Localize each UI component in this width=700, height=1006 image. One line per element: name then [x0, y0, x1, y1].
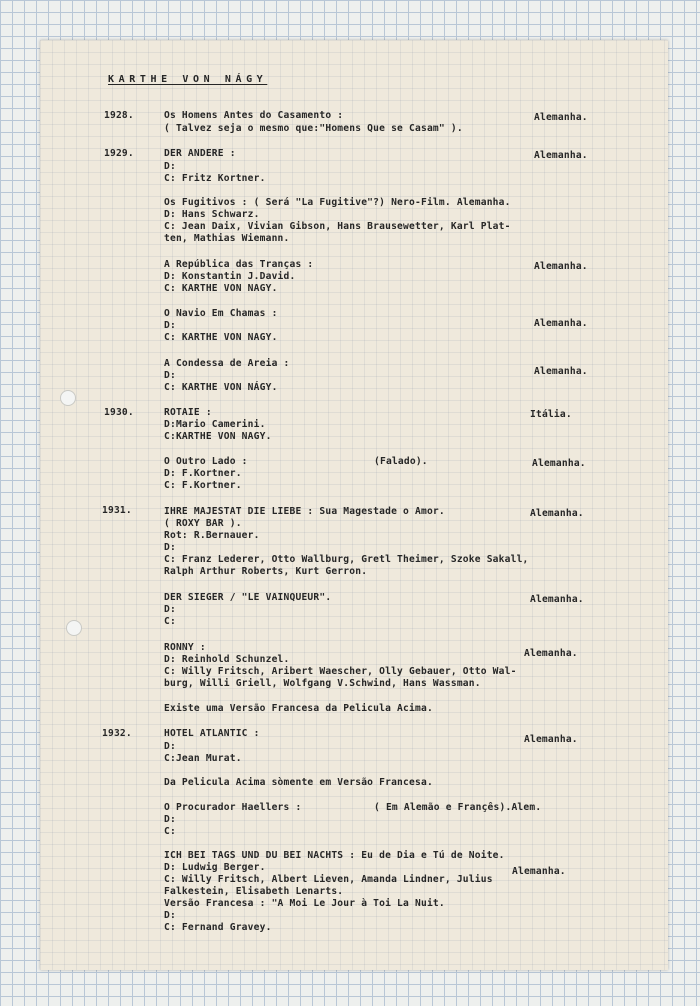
film-title: RONNY : — [164, 642, 206, 653]
film-country: Alemanha. — [524, 734, 578, 745]
film-french-version: Versão Francesa : "A Moi Le Jour à Toi La Nuit. — [164, 898, 445, 909]
film-cast: Ralph Arthur Roberts, Kurt Gerron. — [164, 566, 368, 577]
film-director: D: — [164, 814, 176, 825]
film-title: O Outro Lado : — [164, 456, 248, 467]
film-country: Alemanha. — [530, 508, 584, 519]
film-director: D: — [164, 161, 176, 172]
film-cast: C:Jean Murat. — [164, 753, 242, 764]
film-title: DER ANDERE : — [164, 148, 236, 159]
film-director: D: — [164, 910, 176, 921]
year-1932: 1932. — [102, 728, 132, 739]
film-director: D: F.Kortner. — [164, 468, 242, 479]
film-title: O Navio Em Chamas : — [164, 308, 278, 319]
film-cast: C: — [164, 616, 176, 627]
film-cast: Falkestein, Elisabeth Lenarts. — [164, 886, 344, 897]
film-country: Alemanha. — [524, 648, 578, 659]
film-cast: C: Franz Lederer, Otto Wallburg, Gretl Theimer, Szoke Sakall, — [164, 554, 529, 565]
film-director: D: Ludwig Berger. — [164, 862, 266, 873]
film-director: D: — [164, 320, 176, 331]
film-country: Alemanha. — [534, 112, 588, 123]
film-country: Alemanha. — [532, 458, 586, 469]
film-cast: C: KARTHE VON NÁGY. — [164, 382, 278, 393]
punch-hole-bottom — [66, 620, 82, 636]
film-country: Alemanha. — [512, 866, 566, 877]
document-sheet — [40, 40, 668, 970]
year-1928: 1928. — [104, 110, 134, 121]
film-title: ICH BEI TAGS UND DU BEI NACHTS : Eu de Dia e Tú de Noite. — [164, 850, 505, 861]
film-country: Alemanha. — [534, 261, 588, 272]
punch-hole-top — [60, 390, 76, 406]
film-cast: C: Jean Daix, Vivian Gibson, Hans Brausewetter, Karl Plat- — [164, 221, 511, 232]
film-cast: C: Fernand Gravey. — [164, 922, 272, 933]
film-director: D: — [164, 604, 176, 615]
film-director: D: Hans Schwarz. — [164, 209, 260, 220]
film-country: Alemanha. — [530, 594, 584, 605]
film-cast: C: Willy Fritsch, Albert Lieven, Amanda Lindner, Julius — [164, 874, 493, 885]
film-director: D: — [164, 741, 176, 752]
film-cast: C: Fritz Kortner. — [164, 173, 266, 184]
film-note: ( Talvez seja o mesmo que:"Homens Que se Casam" ). — [164, 123, 463, 134]
film-title: Os Fugitivos : ( Será "La Fugitive"?) Nero-Film. Alemanha. — [164, 197, 511, 208]
film-director: D: Reinhold Schunzel. — [164, 654, 290, 665]
year-1929: 1929. — [104, 148, 134, 159]
document-title: KARTHE VON NÁGY — [108, 74, 268, 85]
film-director: D: — [164, 370, 176, 381]
film-director: D: — [164, 542, 176, 553]
film-country: Alemanha. — [534, 366, 588, 377]
film-cast: C: KARTHE VON NAGY. — [164, 332, 278, 343]
film-director: D:Mario Camerini. — [164, 419, 266, 430]
year-1931: 1931. — [102, 505, 132, 516]
film-note: (Falado). — [374, 456, 428, 467]
film-title: Os Homens Antes do Casamento : — [164, 110, 344, 121]
film-writer: Rot: R.Bernauer. — [164, 530, 260, 541]
film-note: Existe uma Versão Francesa da Pelicula Acima. — [164, 703, 433, 714]
film-cast: C: — [164, 826, 176, 837]
film-cast: C: Willy Fritsch, Aribert Waescher, Olly Gebauer, Otto Wal- — [164, 666, 517, 677]
film-title: IHRE MAJESTAT DIE LIEBE : Sua Magestade o Amor. — [164, 506, 445, 517]
film-title: DER SIEGER / "LE VAINQUEUR". — [164, 592, 332, 603]
film-note: ( Em Alemão e Françês).Alem. — [374, 802, 542, 813]
film-cast: C: KARTHE VON NAGY. — [164, 283, 278, 294]
film-cast: ten, Mathias Wiemann. — [164, 233, 290, 244]
film-country: Itália. — [530, 409, 572, 420]
film-cast: C: F.Kortner. — [164, 480, 242, 491]
film-title: HOTEL ATLANTIC : — [164, 728, 260, 739]
film-title: A República das Tranças : — [164, 259, 314, 270]
film-country: Alemanha. — [534, 318, 588, 329]
film-country: Alemanha. — [534, 150, 588, 161]
film-cast: burg, Willi Griell, Wolfgang V.Schwind, Hans Wassman. — [164, 678, 481, 689]
year-1930: 1930. — [104, 407, 134, 418]
film-title: O Procurador Haellers : — [164, 802, 302, 813]
film-director: D: Konstantin J.David. — [164, 271, 296, 282]
film-title: ROTAIE : — [164, 407, 212, 418]
film-subtitle: ( ROXY BAR ). — [164, 518, 242, 529]
film-cast: C:KARTHE VON NAGY. — [164, 431, 272, 442]
film-note: Da Pelicula Acima sòmente em Versão Francesa. — [164, 777, 433, 788]
film-title: A Condessa de Areia : — [164, 358, 290, 369]
